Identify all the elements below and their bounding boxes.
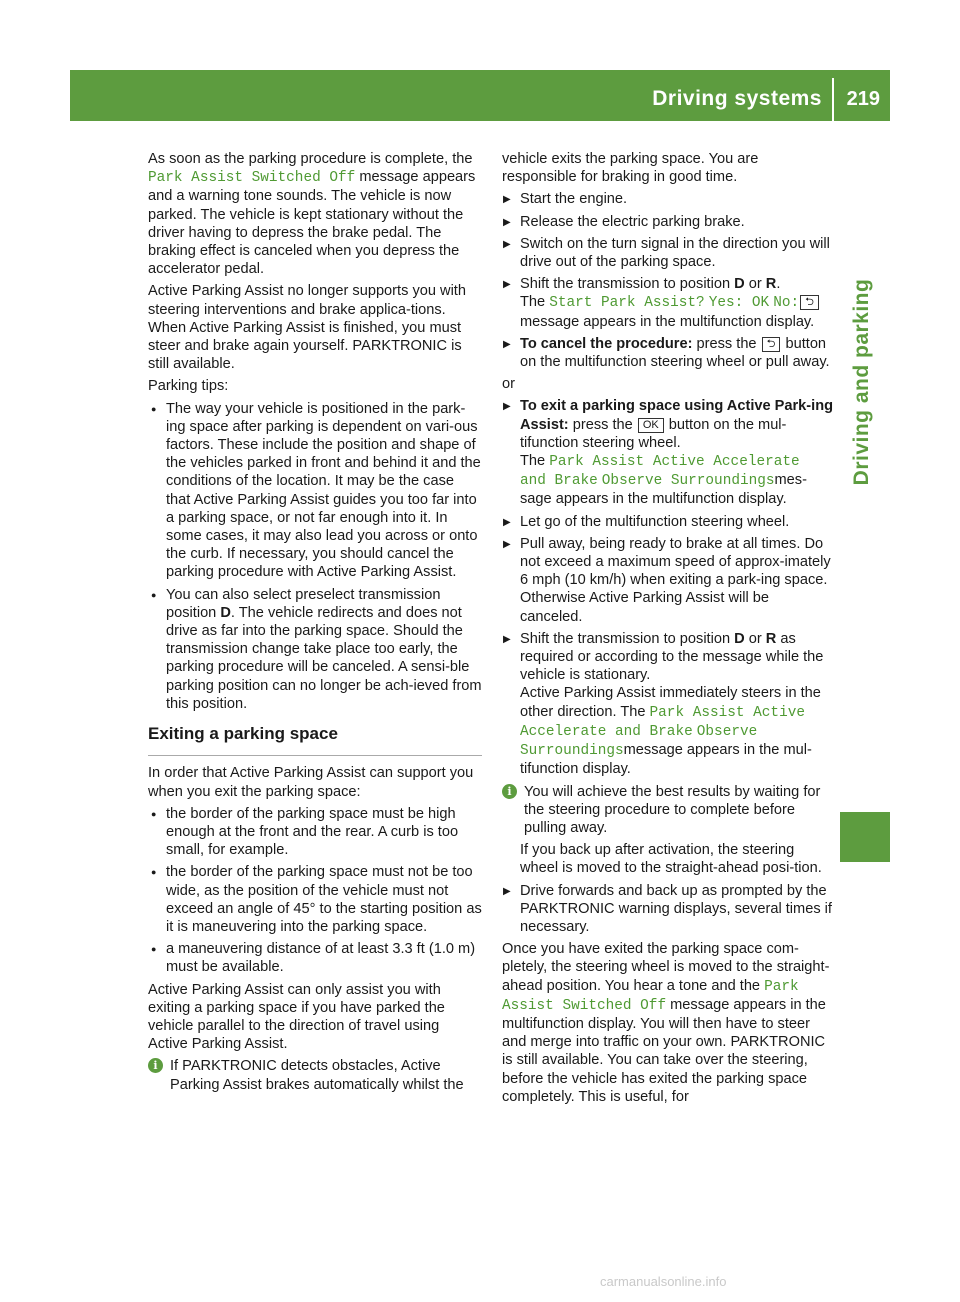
page-header bbox=[70, 70, 890, 121]
step-item: ▶ Shift the transmission to position D or R. The Start Park Assist? Yes: OK No: ⮌ message appears in the multifunction display. bbox=[502, 275, 834, 331]
step-item: ▶ Release the electric parking brake. bbox=[502, 213, 834, 231]
info-note: i You will achieve the best results by waiting for the steering procedure to complete before pulling away. bbox=[502, 783, 834, 838]
paragraph: In order that Active Parking Assist can support you when you exit the parking space: bbox=[148, 765, 474, 800]
display-message: Observe Surroundings bbox=[601, 473, 775, 490]
step-item: ▶ Drive forwards and back up as prompted by the PARKTRONIC warning displays, several times if necessary. bbox=[502, 882, 834, 937]
display-message: Park Assist Switched Off bbox=[148, 170, 356, 187]
paragraph: Active Parking Assist can only assist you with exiting a parking space if you have parked the vehicle parallel to the direction of travel using Active Parking Assist. bbox=[148, 981, 445, 1053]
display-message: Observe Surroundings bbox=[520, 723, 758, 760]
ok-button-icon: OK bbox=[638, 418, 664, 433]
list-item: ● The way your vehicle is positioned in the park-ing space after parking is dependent on vari-ous factors. These include the position and shape of the vehicles parked in front and behind it and the conditions of the location. It may be the case that Active Parking Assist guides you too far into a parking space, or not far enough into it. In some cases, it may also lead you across or onto the curb. If necessary, you should cancel the parking procedure with Active Parking Assist. bbox=[148, 400, 482, 582]
list-item: ● the border of the parking space must be high enough at the front and the rear. A curb is too small, for example. bbox=[148, 805, 482, 860]
display-message: Park Assist Active Accelerate and Brake bbox=[520, 704, 805, 740]
section-heading: Exiting a parking space bbox=[148, 725, 482, 756]
info-note: i If PARKTRONIC detects obstacles, Active Parking Assist brakes automatically whilst the bbox=[148, 1057, 482, 1093]
paragraph: vehicle exits the parking space. You are responsible for braking in good time. bbox=[502, 151, 759, 186]
header-divider bbox=[832, 78, 834, 121]
right-column bbox=[502, 150, 834, 1110]
step-item: ▶ To exit a parking space using Active Park-ing Assist: press the OK button on the mul-tifunction steering wheel. The Park Assist Active Accelerate and Brake Observe Surroundingsmes-sage appears in the multifunction display. bbox=[502, 397, 834, 508]
side-tab-marker bbox=[840, 812, 890, 862]
step-item: ▶ Switch on the turn signal in the direction you will drive out of the parking space. bbox=[502, 235, 834, 271]
display-message: Yes: OK bbox=[708, 295, 770, 312]
side-tab-label: Driving and parking bbox=[850, 278, 873, 486]
paragraph: Active Parking Assist no longer supports you with steering interventions and brake applica-tions. When Active Parking Assist is finished, you must steer and brake again yourself. PARKTRONIC is still available. bbox=[148, 283, 466, 373]
page-number: 219 bbox=[846, 88, 880, 110]
paragraph: If you back up after activation, the steering wheel is moved to the straight-ahead posi-tion. bbox=[520, 842, 822, 877]
list-item: ● a maneuvering distance of at least 3.3 ft (1.0 m) must be available. bbox=[148, 940, 482, 976]
step-item: ▶ Start the engine. bbox=[502, 190, 834, 208]
display-message: Park Assist Active Accelerate and Brake bbox=[520, 454, 800, 490]
paragraph: or bbox=[502, 376, 515, 393]
display-message: Start Park Assist? bbox=[549, 295, 705, 312]
back-button-icon: ⮌ bbox=[800, 295, 819, 310]
step-item: ▶ Shift the transmission to position D or R as required or according to the message while the vehicle is stationary. Active Parking Assist immediately steers in the other direction. The Park Assist Active Accelerate and Brake Observe Surroundingsmessage appears in the mul-tifunction display. bbox=[502, 630, 834, 779]
paragraph: Once you have exited the parking space com-pletely, the steering wheel is moved to the straight-ahead position. You hear a tone and the Park Assist Switched Off message appears in the multifunction display. You will then have to steer and merge into traffic on your own. PARKTRONIC is still available. You can take over the steering, before the vehicle has exited the parking space completely. This is useful, for bbox=[502, 941, 830, 1105]
list-item: ● You can also select preselect transmission position D. The vehicle redirects and does not drive as far into the parking space. Should the transmission change take place too early, the parking procedure will be canceled. A sensi-ble parking position can no longer be ach-ieved from this position. bbox=[148, 586, 482, 713]
display-message: No: bbox=[773, 295, 800, 312]
paragraph: Parking tips: bbox=[148, 378, 229, 395]
left-column bbox=[148, 150, 482, 1098]
watermark: carmanualsonline.info bbox=[600, 1274, 727, 1289]
display-message: Park Assist Switched Off bbox=[502, 978, 799, 1014]
info-icon: i bbox=[148, 1058, 163, 1073]
list-item: ● the border of the parking space must not be too wide, as the position of the vehicle must not exceed an angle of 45° to the starting position as it is maneuvering into the parking space. bbox=[148, 863, 482, 936]
section-title: Driving systems bbox=[652, 87, 822, 110]
info-icon: i bbox=[502, 784, 517, 799]
step-item: ▶ Let go of the multifunction steering wheel. bbox=[502, 513, 834, 531]
paragraph: As soon as the parking procedure is complete, the Park Assist Switched Off message appears and a warning tone sounds. The vehicle is now parked. The vehicle is kept stationary without the driver having to depress the brake pedal. The braking effect is canceled when you depress the accelerator pedal. bbox=[148, 151, 476, 278]
step-item: ▶ To cancel the procedure: press the ⮌ button on the multifunction steering wheel or pull away. bbox=[502, 335, 834, 371]
step-item: ▶ Pull away, being ready to brake at all times. Do not exceed a maximum speed of approx-imately 6 mph (10 km/h) when exiting a park-ing space. Otherwise Active Parking Assist will be canceled. bbox=[502, 535, 834, 626]
back-button-icon: ⮌ bbox=[762, 337, 781, 352]
